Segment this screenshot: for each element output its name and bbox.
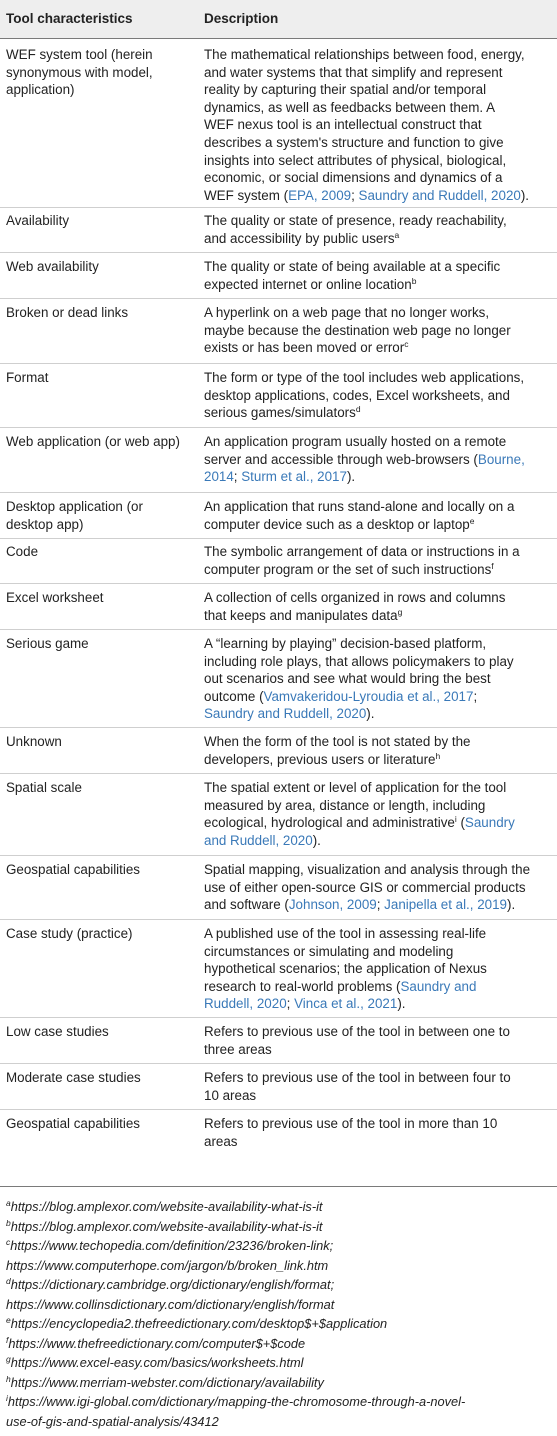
footnote-continuation[interactable]: use-of-gis-and-spatial-analysis/43412 [6,1413,219,1429]
reference-link[interactable]: Bourne, [477,451,525,467]
reference-link[interactable]: Sturm et al., 2017 [241,469,347,485]
footnote-link[interactable]: https://blog.amplexor.com/website-availability-what-is-it [10,1218,323,1234]
footnote-marker: e [469,515,475,526]
footnote-marker: h [435,750,441,761]
header-tool-characteristics: Tool characteristics [6,11,133,26]
reference-link[interactable]: Saundry and [400,978,477,994]
footnote-marker: b [411,275,417,286]
description-cell: The mathematical relationships between food, energy, and water systems that that simplify and represent reality by capturing their spatial and/or temporal dynamics, as well as feedbacks between them. A WEF nexus tool is an intellectual construct that describes a system's structure and function to give insights into select attributes of physical, biological, economic, or social dimensions and dynamics of a WEF system (EPA, 2009; Saundry and Ruddell, 2020). [204,47,530,203]
footnote-link[interactable]: https://www.excel-easy.com/basics/worksheets.html [10,1355,304,1370]
reference-link[interactable]: and Ruddell, 2020 [204,832,313,848]
footnote-continuation[interactable]: https://www.computerhope.com/jargon/b/broken_link.htm [6,1257,329,1273]
footnote-marker: c [404,339,409,350]
footnote-link[interactable]: https://blog.amplexor.com/website-availability-what-is-it [10,1199,323,1214]
footnote-link[interactable]: https://dictionary.cambridge.org/dictionary/english/format; [10,1277,335,1292]
term-cell: WEF system tool (herein synonymous with model, application) [6,47,153,98]
reference-link[interactable]: Janipella et al., 2019 [384,897,508,913]
header-description: Description [204,11,279,26]
footnote-marker: d [355,404,361,415]
reference-link[interactable]: EPA, 2009 [288,187,352,203]
footnote: $^b$https://blog.amplexor.com/website-availability-what-is-it [6,1217,323,1234]
footnote-link[interactable]: https://www.igi-global.com/dictionary/mapping-the-chromosome-through-a-novel- [7,1394,466,1409]
footnote-marker: g [397,606,403,617]
footnote-continuation[interactable]: https://www.collinsdictionary.com/dictionary/english/format [6,1296,335,1312]
table-header [0,0,557,39]
reference-link[interactable]: Saundry [464,815,515,831]
footnote-link[interactable]: https://www.thefreedictionary.com/computer$+$code [8,1335,306,1351]
footnote: $^g$https://www.excel-easy.com/basics/worksheets.html [6,1354,304,1370]
reference-link[interactable]: Johnson, 2009 [288,897,377,913]
footnote: $^i$https://www.igi-global.com/dictionary/mapping-the-chromosome-through-a-novel- [6,1393,466,1409]
footnote: $^e$https://encyclopedia2.thefreedictionary.com/desktop$+$application [6,1315,388,1331]
footnote: $^a$https://blog.amplexor.com/website-availability-what-is-it [6,1198,323,1214]
footnote-marker: i [454,814,457,825]
footnote-link[interactable]: https://www.merriam-webster.com/dictionary/availability [10,1374,324,1390]
reference-link[interactable]: Vamvakeridou-Lyroudia et al., 2017 [263,688,474,704]
reference-link[interactable]: Vinca et al., 2021 [294,996,398,1012]
footnote-link[interactable]: https://www.techopedia.com/definition/23236/broken-link; [10,1238,334,1253]
footnote-marker: f [491,560,494,571]
footnote: $^f$https://www.thefreedictionary.com/computer$+$code [6,1334,306,1351]
table-page: Tool characteristics Description WEF system tool (herein synonymous with model, application) The mathematical relationships between food, energy, and water systems that that simplify and represent reality by capturing their spatial and/or temporal dynamics, as well as feedbacks between them. A WEF nexus tool is an intellectual construct that describes a system's structure and function to give insights into select attributes of physical, biological, economic, or social dimensions and dynamics of a WEF system (EPA, 2009; Saundry and Ruddell, 2020). Availability The quality or state of presence, ready reachability, and accessibility by public users$^a$ Web availability The quality or state of being available at a specific expected internet or online location$^b$ Broken or dead links A hyperlink on a web page that no longer works, maybe because the destination web page no longer exists or has been moved or error$^c$ Format The form or type of the tool includes web applications, desktop applications, codes, Excel worksheets, and serious games/simulators$^d$ Web application (or web app) An application program usually hosted on a remote server and accessible through web-browsers (Bourne, 2014; Sturm et al., 2017). Desktop application (or desktop app) An application that runs stand-alone and locally on a computer device such as a desktop or laptop$^e$ Code The symbolic arrangement of data or instructions in a computer program or the set of such instructions$^f$ Excel worksheet A collection of cells organized in rows and columns that keeps and manipulates data$^g$ Serious game A “learning by playing” decision-based platform, including role plays, that allows policymakers to play out scenarios and see what would bring the best outcome (Vamvakeridou-Lyroudia et al., 2017; Saundry and Ruddell, 2020). Unknown When the form of the tool is not stated by the developers, previous users or literature$^h$ Spatial scale The spatial extent or level of application for the tool measured by area, distance or length, including ecological, hydrological and administrative$^i$ (Saundry and Ruddell, 2020). Geospatial capabilities Spatial mapping, visualization and analysis through the use of either open-source GIS or commercial products and software (Johnson, 2009; Janipella et al., 2019). Case study (practice) A published use of the tool in assessing real-life circumstances or simulating and modeling hypothetical scenarios; the application of Nexus research to real-world problems (Saundry and Ruddell, 2020; Vinca et al., 2021). Low case studies Refers to previous use of the tool in between one to three areas Moderate case studies Refers to previous use of the tool in between four to 10 areas Geospatial capabilities Refers to previous use of the tool in more than 10 areas $^a$https://blog.amplexor.com/website-availability-what-is-it $^b$https://blog.amplexor.com/website-availability-what-is-it $^c$https://www.techopedia.com/definition/23236/broken-link; https://www.computerhope.com/jargon/b/broken_link.htm $^d$https://dictionary.cambridge.org/dictionary/english/format; https://www.collinsdictionary.com/dictionary/english/format $^e$https://encyclopedia2.thefreedictionary.com/desktop$+$application $^f$https://www.thefreedictionary.com/computer$+$code $^g$https://www.excel-easy.com/basics/worksheets.html $^h$https://www.merriam-webster.com/dictionary/availability $^i$https://www.igi-global.com/dictionary/mapping-the-chromosome-through-a-novel- use-of-gis-and-spatial-analysis/43412 [0,0,557,1436]
footnote: $^c$https://www.techopedia.com/definition/23236/broken-link; [6,1237,334,1253]
footnote-marker: a [394,229,400,240]
footnotes [6,1197,554,1431]
reference-link[interactable]: 2014 [204,469,234,485]
reference-link[interactable]: Saundry and Ruddell, 2020 [204,706,367,722]
footnote-link[interactable]: https://encyclopedia2.thefreedictionary.com/desktop$+$application [10,1316,388,1331]
footnote: $^d$https://dictionary.cambridge.org/dictionary/english/format; [6,1276,335,1292]
reference-link[interactable]: Ruddell, 2020 [204,996,287,1012]
footnote: $^h$https://www.merriam-webster.com/dictionary/availability [6,1373,324,1390]
reference-link[interactable]: Saundry and Ruddell, 2020 [358,187,521,203]
